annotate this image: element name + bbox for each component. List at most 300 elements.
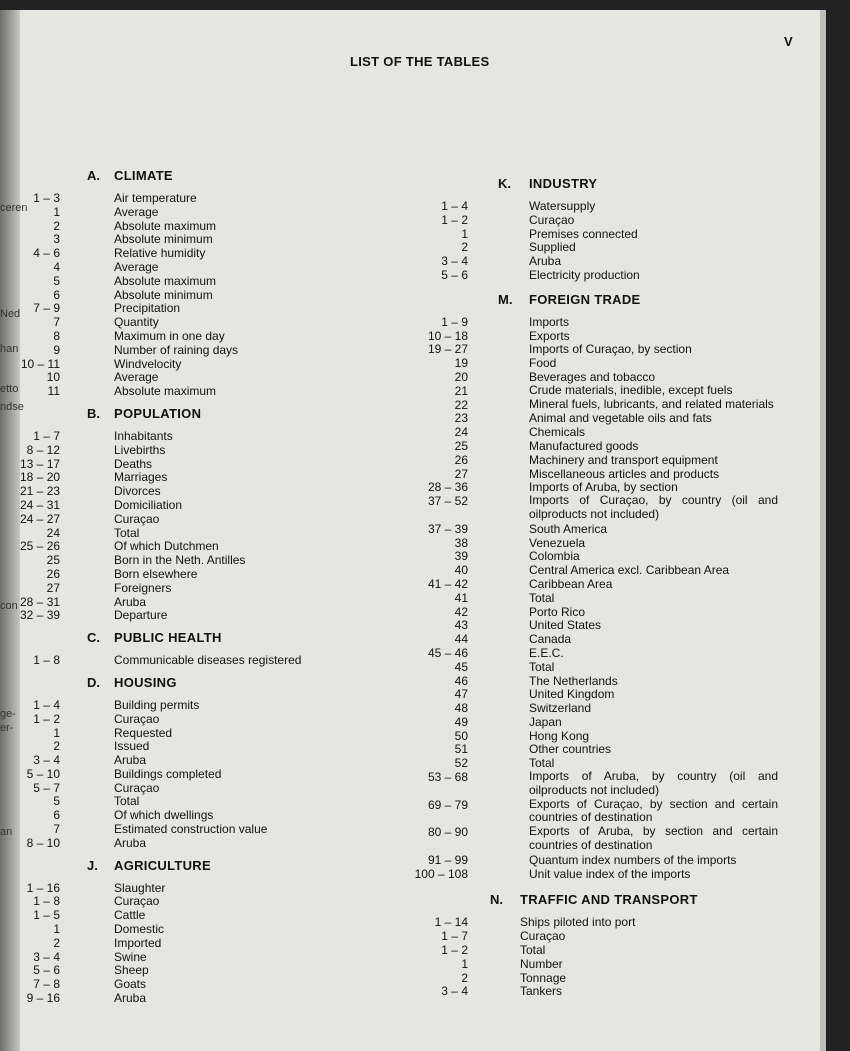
table-entry <box>400 943 780 957</box>
margin-fragment: ge- <box>0 708 16 720</box>
table-label: South America <box>529 521 608 536</box>
table-entry <box>400 315 780 329</box>
section-spacer <box>0 622 330 630</box>
table-range: 8 – 12 <box>26 442 60 457</box>
table-entry <box>0 429 330 443</box>
table-range: 3 – 4 <box>33 753 60 768</box>
margin-fragment: han <box>0 343 19 355</box>
table-entry <box>400 729 780 743</box>
table-label: Imports <box>529 314 570 329</box>
document-page <box>0 10 826 1051</box>
table-label: Imports of Curaçao, by section <box>529 342 692 357</box>
table-entry <box>0 288 330 302</box>
table-range: 41 <box>454 590 468 605</box>
table-label: Marriages <box>114 470 168 485</box>
table-range: 27 <box>454 466 468 481</box>
table-range: 2 <box>53 739 60 754</box>
section-letter: C. <box>87 630 100 646</box>
table-range: 9 – 16 <box>26 991 60 1006</box>
table-entry <box>0 936 330 950</box>
table-label: Precipitation <box>114 301 181 316</box>
table-range: 37 – 39 <box>427 521 468 536</box>
table-range: 1 – 3 <box>33 191 60 205</box>
table-range: 5 – 6 <box>441 267 468 282</box>
table-range: 8 – 10 <box>26 835 60 850</box>
table-label: Hong Kong <box>529 728 590 743</box>
table-entry <box>400 398 780 412</box>
table-range: 43 <box>454 618 468 633</box>
section-letter: A. <box>87 168 100 183</box>
table-entry <box>0 712 330 726</box>
table-entry <box>0 329 330 343</box>
table-label: Domestic <box>114 922 165 937</box>
table-entry <box>0 963 330 977</box>
table-entry <box>400 213 780 227</box>
table-range: 28 – 31 <box>20 594 61 609</box>
table-range: 7 – 8 <box>33 977 60 992</box>
table-label: Cattle <box>114 908 146 923</box>
table-label: Maximum in one day <box>114 328 225 343</box>
table-label: Imports of Aruba, by section <box>529 480 678 495</box>
table-range: 53 – 68 <box>427 770 468 785</box>
table-label: Tonnage <box>520 970 567 985</box>
table-range: 49 <box>454 714 468 729</box>
table-entry <box>0 836 330 850</box>
table-entry <box>0 977 330 991</box>
table-label: Goats <box>114 977 147 992</box>
table-label: Aruba <box>114 835 147 850</box>
table-label: Canada <box>529 632 572 647</box>
table-range: 1 – 2 <box>33 711 60 726</box>
table-range: 5 – 10 <box>26 766 60 781</box>
table-entry <box>0 443 330 457</box>
table-range: 26 <box>46 566 60 581</box>
table-entry <box>0 698 330 712</box>
table-label: Total <box>529 590 555 605</box>
table-label: Foreigners <box>114 580 172 595</box>
table-range: 24 – 27 <box>20 511 61 526</box>
section-letter: J. <box>87 857 98 873</box>
table-label: Machinery and transport equipment <box>529 452 718 467</box>
table-range: 100 – 108 <box>414 866 468 881</box>
table-label: Premises connected <box>529 226 638 241</box>
table-label: Born in the Neth. Antilles <box>114 553 246 568</box>
table-entry <box>400 646 780 660</box>
table-range: 46 <box>454 673 468 688</box>
table-entry <box>0 357 330 371</box>
table-label: Buildings completed <box>114 766 222 781</box>
table-label: Manufactured goods <box>529 438 639 453</box>
table-range: 20 <box>454 369 468 384</box>
table-label: E.E.C. <box>529 645 564 660</box>
table-range: 7 <box>53 822 60 837</box>
table-label: Mineral fuels, lubricants, and related materials <box>529 396 774 411</box>
section-letter: K. <box>498 176 511 191</box>
table-entry <box>400 591 780 605</box>
table-entry <box>400 853 780 867</box>
table-range: 2 <box>53 218 60 233</box>
table-range: 9 <box>53 342 60 357</box>
table-entry <box>0 567 330 581</box>
table-label: Porto Rico <box>529 604 586 619</box>
table-entry <box>400 984 780 998</box>
table-entry <box>400 687 780 701</box>
table-range: 18 – 20 <box>20 470 61 485</box>
table-range: 45 – 46 <box>427 645 468 660</box>
table-range: 1 <box>53 725 60 740</box>
table-range: 38 <box>454 535 468 550</box>
table-entry <box>0 881 330 895</box>
table-entry <box>400 915 780 929</box>
table-range: 91 – 99 <box>427 852 468 867</box>
table-entry <box>400 605 780 619</box>
table-entry <box>0 219 330 233</box>
table-range: 1 – 2 <box>441 212 468 227</box>
table-entry <box>0 512 330 526</box>
table-entry <box>400 618 780 632</box>
table-label: Total <box>529 659 555 674</box>
margin-fragment: con <box>0 600 18 612</box>
table-entry <box>0 922 330 936</box>
table-entry <box>400 411 780 425</box>
table-range: 10 – 18 <box>427 328 468 343</box>
table-range: 5 <box>53 794 60 809</box>
table-range: 1 – 16 <box>26 880 60 895</box>
table-label: Japan <box>529 714 562 729</box>
table-label: Relative humidity <box>114 246 206 261</box>
table-range: 28 – 36 <box>427 480 468 495</box>
table-range: 3 – 4 <box>441 254 468 269</box>
table-entry <box>400 770 780 798</box>
section-letter: N. <box>490 892 503 908</box>
table-entry <box>0 794 330 808</box>
table-label: Air temperature <box>114 191 197 205</box>
table-entry <box>400 329 780 343</box>
table-range: 41 – 42 <box>427 576 468 591</box>
table-entry <box>400 522 780 536</box>
table-entry <box>0 315 330 329</box>
section-spacer <box>400 880 780 892</box>
table-label: Total <box>114 794 140 809</box>
table-entry <box>0 205 330 219</box>
table-label: Beverages and tobacco <box>529 369 656 384</box>
table-entry <box>400 494 780 522</box>
table-label: Inhabitants <box>114 428 173 443</box>
table-range: 1 – 4 <box>33 697 60 712</box>
table-range: 4 <box>53 259 60 274</box>
section-title: TRAFFIC AND TRANSPORT <box>520 892 698 908</box>
table-range: 24 <box>46 525 60 540</box>
table-entry <box>400 867 780 881</box>
table-range: 8 <box>53 328 60 343</box>
table-entry <box>400 240 780 254</box>
table-label: Exports <box>529 328 570 343</box>
table-entry <box>400 254 780 268</box>
table-range: 21 – 23 <box>20 484 61 499</box>
table-entry <box>0 653 330 667</box>
table-range: 19 – 27 <box>427 342 468 357</box>
table-entry <box>0 808 330 822</box>
table-label: Caribbean Area <box>529 576 613 591</box>
table-entry <box>400 660 780 674</box>
table-label: Number <box>520 956 563 971</box>
table-range: 3 <box>53 232 60 247</box>
table-entry <box>400 825 780 853</box>
table-entry <box>0 470 330 484</box>
table-range: 24 <box>454 425 468 440</box>
table-entry <box>400 577 780 591</box>
margin-fragment: ceren <box>0 202 28 214</box>
table-label: Sheep <box>114 963 149 978</box>
table-label: Absolute maximum <box>114 273 217 288</box>
table-label: Switzerland <box>529 701 592 716</box>
section-header <box>0 630 330 644</box>
section-spacer <box>0 850 330 858</box>
table-entry <box>400 536 780 550</box>
table-range: 1 – 9 <box>441 314 468 329</box>
page-edge <box>820 10 826 1051</box>
table-range: 51 <box>454 742 468 757</box>
table-label: Exports of Curaçao, by section and certain countries of destination <box>529 796 778 825</box>
table-label: Animal and vegetable oils and fats <box>529 411 712 426</box>
table-entry <box>0 457 330 471</box>
table-entry <box>400 480 780 494</box>
table-range: 5 – 7 <box>33 780 60 795</box>
table-entry <box>400 439 780 453</box>
table-entry <box>0 484 330 498</box>
section-letter: B. <box>87 405 100 421</box>
table-label: Average <box>114 204 159 219</box>
table-label: Absolute minimum <box>114 232 213 247</box>
table-range: 48 <box>454 701 468 716</box>
table-range: 1 – 7 <box>33 428 60 443</box>
table-entry <box>0 908 330 922</box>
table-label: Absolute maximum <box>114 384 217 399</box>
table-label: Aruba <box>114 753 147 768</box>
table-label: Electricity production <box>529 267 640 282</box>
table-entry <box>400 701 780 715</box>
table-range: 27 <box>46 580 60 595</box>
table-label: Total <box>529 756 555 771</box>
table-label: Divorces <box>114 484 161 499</box>
section-header <box>400 892 780 906</box>
table-entry <box>0 343 330 357</box>
section-letter: M. <box>498 291 513 307</box>
table-label: Colombia <box>529 549 580 564</box>
margin-fragment: Ned <box>0 308 21 320</box>
table-entry <box>400 467 780 481</box>
table-label: Quantity <box>114 315 159 330</box>
table-entry <box>0 191 330 205</box>
table-entry <box>0 991 330 1005</box>
table-range: 47 <box>454 687 468 702</box>
section-letter: D. <box>87 674 100 690</box>
section-title: PUBLIC HEALTH <box>114 630 222 646</box>
table-entry <box>0 781 330 795</box>
table-label: Exports of Aruba, by section and certain countries of destination <box>529 824 778 853</box>
margin-fragment: ndse <box>0 401 24 413</box>
table-label: Domiciliation <box>114 497 183 512</box>
table-entry <box>0 894 330 908</box>
page-title: LIST OF THE TABLES <box>350 54 490 69</box>
table-label: Estimated construction value <box>114 822 268 837</box>
table-entry <box>0 553 330 567</box>
section-header <box>400 176 780 190</box>
table-label: Total <box>114 525 140 540</box>
table-range: 1 <box>53 204 60 219</box>
table-range: 5 – 6 <box>33 963 60 978</box>
table-label: Imports of Curaçao, by country (oil and oilproducts not included) <box>529 493 778 521</box>
table-entry <box>400 384 780 398</box>
table-entry <box>400 199 780 213</box>
table-entry <box>0 581 330 595</box>
table-label: Food <box>529 356 557 371</box>
table-label: Curaçao <box>114 894 160 909</box>
table-entry <box>0 767 330 781</box>
table-label: Total <box>520 943 546 958</box>
table-range: 3 – 4 <box>441 984 468 999</box>
table-entry <box>400 227 780 241</box>
table-range: 13 – 17 <box>20 456 61 471</box>
table-entry <box>0 526 330 540</box>
section-spacer <box>0 398 330 406</box>
table-label: Born elsewhere <box>114 566 198 581</box>
table-entry <box>400 929 780 943</box>
table-label: The Netherlands <box>529 673 618 688</box>
table-label: Average <box>114 259 159 274</box>
table-label: Absolute maximum <box>114 218 217 233</box>
table-range: 39 <box>454 549 468 564</box>
table-range: 6 <box>53 287 60 302</box>
left-column <box>0 168 330 1005</box>
table-label: Swine <box>114 949 147 964</box>
table-label: United Kingdom <box>529 687 615 702</box>
table-range: 23 <box>454 411 468 426</box>
section-header <box>0 858 330 872</box>
table-entry <box>0 950 330 964</box>
table-range: 1 <box>461 226 468 241</box>
section-header <box>0 406 330 420</box>
table-label: Unit value index of the imports <box>529 866 691 881</box>
table-label: Number of raining days <box>114 342 239 357</box>
table-range: 1 – 4 <box>441 199 468 213</box>
table-entry <box>0 232 330 246</box>
table-label: Venezuela <box>529 535 586 550</box>
table-label: Of which dwellings <box>114 808 214 823</box>
table-entry <box>400 798 780 826</box>
table-range: 1 – 8 <box>33 894 60 909</box>
table-entry <box>0 595 330 609</box>
table-label: Issued <box>114 739 150 754</box>
table-range: 40 <box>454 563 468 578</box>
table-label: Slaughter <box>114 880 166 895</box>
table-label: Curaçao <box>114 711 160 726</box>
table-label: Watersupply <box>529 199 596 213</box>
table-label: Windvelocity <box>114 356 182 371</box>
table-range: 50 <box>454 728 468 743</box>
table-entry <box>400 549 780 563</box>
table-range: 5 <box>53 273 60 288</box>
table-entry <box>400 356 780 370</box>
table-entry <box>400 425 780 439</box>
table-range: 44 <box>454 632 468 647</box>
table-label: Average <box>114 370 159 385</box>
table-label: Aruba <box>114 594 147 609</box>
table-entry <box>0 822 330 836</box>
table-label: Curaçao <box>520 929 566 944</box>
section-spacer <box>0 667 330 675</box>
table-range: 2 <box>53 935 60 950</box>
table-range: 10 – 11 <box>20 356 60 371</box>
table-label: Central America excl. Caribbean Area <box>529 563 730 578</box>
table-label: Absolute minimum <box>114 287 213 302</box>
table-entry <box>0 384 330 398</box>
table-range: 1 – 2 <box>441 943 468 958</box>
table-label: Ships piloted into port <box>520 915 636 930</box>
table-entry <box>0 498 330 512</box>
table-label: Curaçao <box>114 511 160 526</box>
margin-fragment: an <box>0 826 13 838</box>
table-label: Miscellaneous articles and products <box>529 466 720 481</box>
table-entry <box>400 268 780 282</box>
table-label: Of which Dutchmen <box>114 539 219 554</box>
section-header <box>400 292 780 306</box>
table-range: 42 <box>454 604 468 619</box>
table-range: 10 <box>46 370 60 385</box>
table-label: Deaths <box>114 456 153 471</box>
section-header <box>0 675 330 689</box>
table-range: 24 – 31 <box>20 497 61 512</box>
table-label: Aruba <box>114 991 147 1006</box>
table-label: Crude materials, inedible, except fuels <box>529 382 733 397</box>
table-range: 25 <box>46 553 60 568</box>
table-range: 2 <box>461 240 468 255</box>
table-range: 22 <box>454 397 468 412</box>
table-entry <box>0 260 330 274</box>
table-range: 7 <box>53 315 60 330</box>
section-title: INDUSTRY <box>529 176 598 191</box>
table-entry <box>400 674 780 688</box>
table-label: Supplied <box>529 240 576 255</box>
table-label: Tankers <box>520 984 563 999</box>
table-label: Departure <box>114 608 168 623</box>
margin-fragment: er- <box>0 722 14 734</box>
table-label: Communicable diseases registered <box>114 653 302 668</box>
table-range: 1 – 7 <box>441 929 468 944</box>
table-range: 1 – 14 <box>434 915 468 930</box>
table-range: 19 <box>454 356 468 371</box>
page-number: V <box>784 34 793 49</box>
table-entry <box>0 301 330 315</box>
table-range: 21 <box>454 383 468 398</box>
table-label: Other countries <box>529 742 612 757</box>
table-label: Requested <box>114 725 173 740</box>
table-label: Livebirths <box>114 442 166 457</box>
table-entry <box>400 563 780 577</box>
section-title: POPULATION <box>114 405 202 421</box>
table-range: 32 – 39 <box>20 608 61 623</box>
margin-fragment: etto <box>0 383 19 395</box>
table-range: 7 – 9 <box>33 301 60 316</box>
table-label: Curaçao <box>529 212 575 227</box>
table-entry <box>0 726 330 740</box>
table-label: Imports of Aruba, by country (oil and oilproducts not included) <box>529 769 778 797</box>
table-entry <box>400 742 780 756</box>
table-range: 26 <box>454 452 468 467</box>
table-entry <box>400 715 780 729</box>
table-label: Quantum index numbers of the imports <box>529 852 737 867</box>
table-entry <box>0 608 330 622</box>
